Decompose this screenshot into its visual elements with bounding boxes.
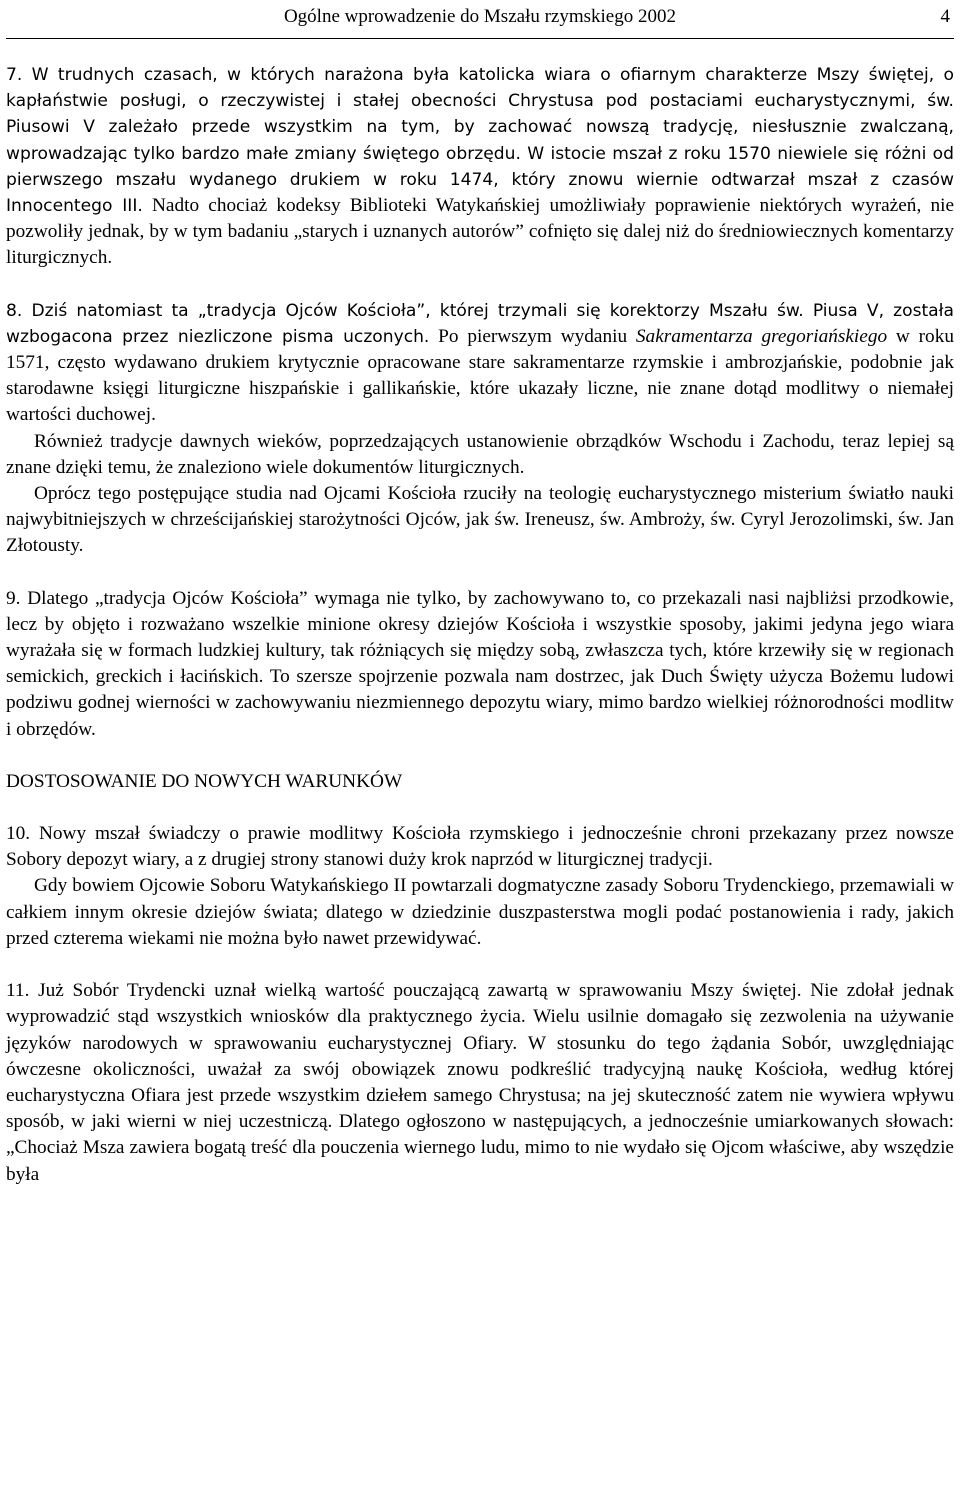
paragraph-7 [6, 62, 954, 272]
paragraph-8-text-2: w roku 1571, często wydawano drukiem krytycznie opracowane stare sakramentarze rzymskie i ambrozjańskie, podobnie jak starodawne księgi liturgiczne hiszpańskie i gallikańskie, które ukazały liczne, nie znane dotąd modlitwy o niemałej wartości duchowej. [6, 325, 954, 426]
running-header [6, 2, 954, 39]
header-title: Ogólne wprowadzenie do Mszału rzymskiego 2002 [283, 6, 676, 27]
paragraph-8-sans-text: 8. Dziś natomiast ta „tradycja Ojców Kościoła”, której trzymali się korektorzy Mszału św. Piusa V, została wzbogacona przez niezliczone pisma uczonych. [6, 300, 954, 347]
paragraph-7-sans-text: 7. W trudnych czasach, w których narażona była katolicka wiara o ofiarnym charakterze Mszy świętej, o kapłaństwie posługi, o rzeczywistej i stałej obecności Chrystusa pod postaciami eucharystycznymi, św. Piusowi V zależało przede wszystkim na tym, by zachować nowszą tradycję, niesłusznie zwalczaną, wprowadzając tylko bardzo małe zmiany świętego obrzędu. W istocie mszał z roku 1570 niewiele się różni od pierwszego mszału wydanego drukiem w roku 1474, który znowu wiernie odtwarzał mszał z czasów Innocentego III. [6, 65, 954, 217]
paragraph-10: 10. Nowy mszał świadczy o prawie modlitwy Kościoła rzymskiego i jednocześnie chroni przekazany przez nowsze Sobory depozyt wiary, a z drugiej strony stanowi duży krok naprzód w liturgicznej tradycji. [6, 823, 954, 871]
page-number: 4 [940, 6, 950, 27]
section-heading: DOSTOSOWANIE DO NOWYCH WARUNKÓW [6, 770, 403, 792]
paragraph-8 [6, 298, 954, 429]
paragraph-8-continued-2: Oprócz tego postępujące studia nad Ojcami Kościoła rzuciły na teologię eucharystycznego misterium światło nauki najwybitniejszych w chrześcijańskiej starożytności Ojców, jak św. Ireneusz, św. Ambroży, św. Cyryl Jerozolimski, św. Jan Złotousty. [6, 483, 954, 557]
paragraph-7-serif-text: Nadto chociaż kodeksy Biblioteki Watykańskiej umożliwiały poprawienie niektórych wyrażeń, nie pozwoliły jednak, by w tym badaniu „starych i uznanych autorów” cofnięto się dalej niż do średniowiecznych komentarzy liturgicznych. [6, 195, 955, 269]
paragraph-8-text-1: Po pierwszym wydaniu [429, 325, 636, 347]
paragraph-8-continued-1: Również tradycje dawnych wieków, poprzedzających ustanowienie obrządków Wschodu i Zachodu, teraz lepiej są znane dzięki temu, że znaleziono wiele dokumentów liturgicznych. [6, 430, 954, 478]
paragraph-9: 9. Dlatego „tradycja Ojców Kościoła” wymaga nie tylko, by zachowywano to, co przekazali nasi najbliżsi przodkowie, lecz by objęto i rozważano wszelkie minione okresy dziejów Kościoła i wszystkie sposoby, jakimi jedyna jego wiara wyrażała się w formach ludzkiej kultury, tak różniących się między sobą, zwłaszcza tych, które krzewiły się w regionach semickich, greckich i łacińskich. To szersze spojrzenie pozwala nam dostrzec, jak Duch Święty użycza Bożemu ludowi podziwu godnej wierności w zachowywaniu niezmiennego depozytu wiary, mimo bardzo wielkiej różnorodności modlitw i obrzędów. [6, 587, 954, 740]
document-body [6, 62, 954, 1188]
paragraph-10-continued: Gdy bowiem Ojcowie Soboru Watykańskiego II powtarzali dogmatyczne zasady Soboru Trydenckiego, przemawiali w całkiem innym okresie dziejów świata; dlatego w dziedzinie duszpasterstwa mogli podać postanowienia i rady, jakich przed czterema wiekami nie można było nawet przewidywać. [6, 875, 954, 949]
paragraph-11: 11. Już Sobór Trydencki uznał wielką wartość pouczającą zawartą w sprawowaniu Mszy świętej. Nie zdołał jednak wyprowadzić stąd wszystkich wniosków dla praktycznego życia. Wielu usilnie domagało się zezwolenia na używanie języków narodowych w sprawowaniu eucharystycznej Ofiary. W stosunku do tego żądania Sobór, uwzględniając ówczesne okoliczności, uważał za swój obowiązek znowu podkreślić tradycyjną naukę Kościoła, według której eucharystyczna Ofiara jest przede wszystkim dziełem samego Chrystusa; na jej skuteczność zatem nie wywiera wpływu sposób, w jaki wierni w niej uczestniczą. Dlatego ogłoszono w następujących, a jednocześnie umiarkowanych słowach: „Chociaż Msza zawiera bogatą treść dla pouczenia wiernego ludu, mimo to nie wydało się Ojcom właściwe, aby wszędzie była [6, 980, 954, 1185]
paragraph-8-italic-title: Sakramentarza gregoriańskiego [635, 325, 888, 347]
